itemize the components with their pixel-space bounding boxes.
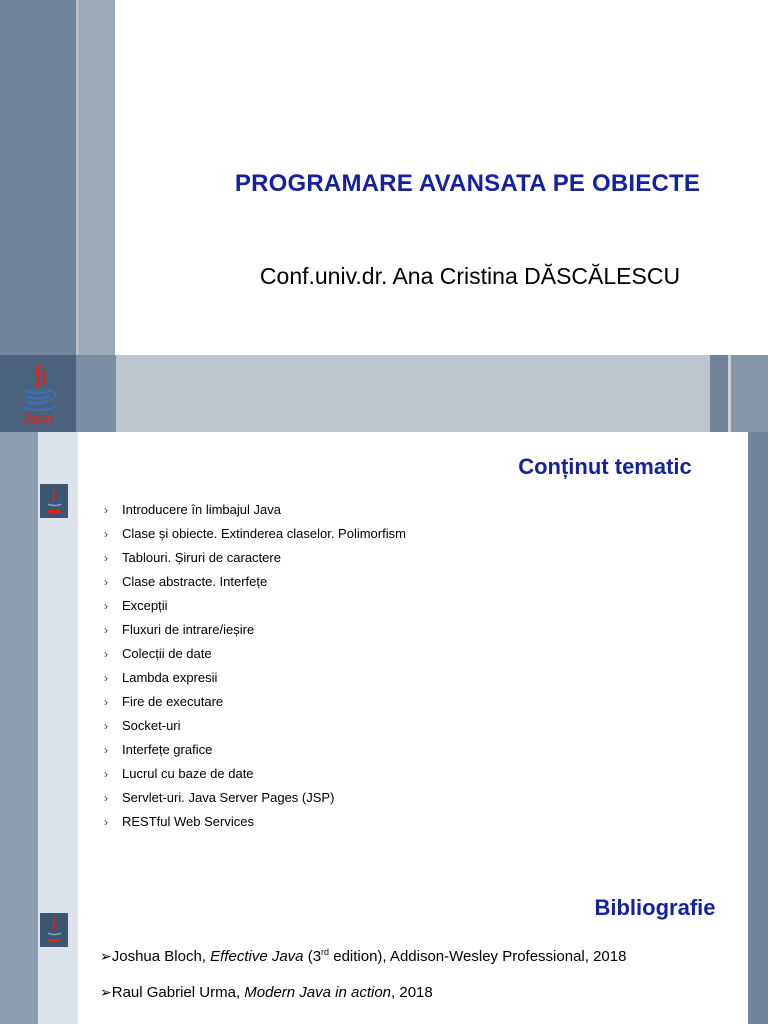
topic-item	[104, 666, 724, 690]
bullet-icon: ›	[104, 695, 108, 709]
topic-item	[104, 546, 724, 570]
reference-title: Effective Java	[210, 948, 304, 965]
topic-label: Clase abstracte. Interfețe	[122, 574, 268, 589]
reference-author: Joshua Bloch,	[111, 948, 211, 965]
java-mini-logo-icon	[40, 913, 68, 947]
bullet-icon: ›	[104, 791, 108, 805]
topic-label: Colecții de date	[122, 646, 212, 661]
topic-item	[104, 810, 724, 834]
topic-item	[104, 714, 724, 738]
banner-strip-right-dark	[710, 355, 728, 432]
java-logo-text: Java	[23, 410, 53, 426]
bullet-icon: ›	[104, 719, 108, 733]
topic-label: Interfețe grafice	[122, 742, 213, 757]
topic-item	[104, 594, 724, 618]
side-band-dark	[0, 865, 38, 1024]
reference-publisher: , 2018	[391, 984, 433, 1001]
title-slide	[0, 0, 768, 355]
author-name: Conf.univ.dr. Ana Cristina DĂSCĂLESCU	[259, 263, 681, 289]
topic-item	[104, 786, 724, 810]
bullet-icon: ›	[104, 503, 108, 517]
reference-title: Modern Java in action	[244, 984, 392, 1001]
bullet-icon: ›	[104, 527, 108, 541]
topic-label: Lambda expresii	[122, 670, 218, 685]
java-coffee-cup-icon	[14, 361, 62, 427]
topic-item	[104, 762, 724, 786]
reference-item	[100, 947, 740, 984]
topic-label: Fire de executare	[122, 694, 224, 709]
left-band-light	[79, 0, 115, 355]
reference-list	[100, 947, 740, 1021]
topic-item	[104, 642, 724, 666]
bullet-icon: ›	[104, 551, 108, 565]
topic-item	[104, 618, 724, 642]
course-title: PROGRAMARE AVANSATA PE OBIECTE	[234, 170, 701, 197]
reference-publisher: edition), Addison-Wesley Professional, 2018	[329, 948, 627, 965]
reference-edition: (3	[303, 948, 322, 965]
topic-label: Socket-uri	[122, 718, 181, 733]
side-band-dark	[0, 432, 38, 865]
banner-strip-main	[116, 355, 710, 432]
arrow-bullet-icon: ➢	[100, 984, 112, 1000]
bullet-icon: ›	[104, 767, 108, 781]
topic-label: Fluxuri de intrare/ieșire	[122, 622, 255, 637]
left-band-dark	[0, 0, 76, 355]
contents-heading: Conținut tematic	[518, 454, 692, 479]
bullet-icon: ›	[104, 815, 108, 829]
java-mini-logo-icon	[40, 484, 68, 518]
topic-label: Clase și obiecte. Extinderea claselor. Polimorfism	[122, 526, 406, 541]
reference-item	[100, 984, 740, 1021]
topic-item	[104, 570, 724, 594]
topic-label: Lucrul cu baze de date	[122, 766, 254, 781]
topic-label: RESTful Web Services	[122, 814, 254, 829]
bullet-icon: ›	[104, 647, 108, 661]
topic-label: Excepții	[122, 598, 168, 613]
side-band-right	[748, 865, 768, 1024]
bibliography-heading: Bibliografie	[594, 895, 716, 920]
banner-strip-right	[731, 355, 768, 432]
topic-label: Introducere în limbajul Java	[122, 502, 281, 517]
bullet-icon: ›	[104, 599, 108, 613]
bullet-icon: ›	[104, 575, 108, 589]
reference-author: Raul Gabriel Urma,	[111, 984, 245, 1001]
contents-slide	[0, 432, 768, 865]
arrow-bullet-icon: ➢	[100, 948, 112, 964]
bullet-icon: ›	[104, 743, 108, 757]
topic-item	[104, 738, 724, 762]
topic-list	[104, 498, 724, 834]
topic-item	[104, 522, 724, 546]
side-band-right	[748, 432, 768, 865]
topic-item	[104, 498, 724, 522]
topic-item	[104, 690, 724, 714]
bullet-icon: ›	[104, 623, 108, 637]
topic-label: Servlet-uri. Java Server Pages (JSP)	[122, 790, 335, 805]
banner-strip-left	[76, 355, 116, 432]
topic-label: Tablouri. Șiruri de caractere	[122, 550, 281, 565]
java-banner	[0, 355, 768, 432]
reference-edition-suffix: rd	[321, 947, 330, 957]
bibliography-slide	[0, 865, 768, 1024]
bullet-icon: ›	[104, 671, 108, 685]
